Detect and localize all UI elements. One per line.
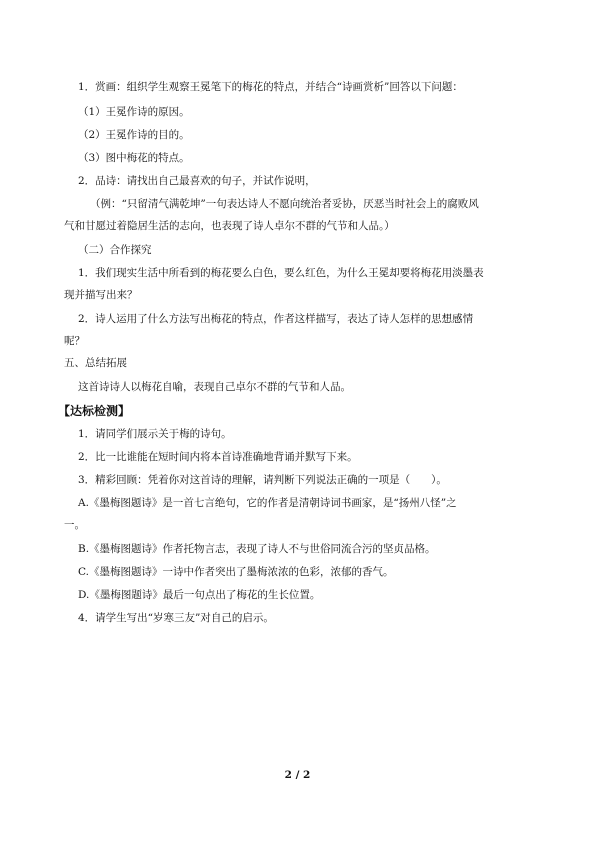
section-heading-test: 【达标检测】 — [58, 404, 131, 418]
summary-text: 这首诗诗人以梅花自喻，表现自己卓尔不群的气节和人品。 — [78, 381, 351, 393]
option-c: C.《墨梅图题诗》一诗中作者突出了墨梅浓浓的色彩，浓郁的香气。 — [78, 566, 394, 578]
page-number: 2 / 2 — [284, 769, 311, 781]
inquiry-question-2-line-1: 2．诗人运用了什么方法写出梅花的特点，作者这样描写，表达了诗人怎样的思想感情 — [78, 313, 474, 325]
section-summary-heading: 五、总结拓展 — [64, 357, 127, 369]
option-d: D.《墨梅图题诗》最后一句点出了梅花的生长位置。 — [78, 589, 321, 601]
option-b: B.《墨梅图题诗》作者托物言志，表现了诗人不与世俗同流合污的坚贞品格。 — [78, 543, 436, 555]
subsection-cooperative-inquiry: （二）合作探究 — [78, 244, 152, 256]
question-appreciate-painting: 1．赏画：组织学生观察王冕笔下的梅花的特点，并结合“诗画赏析”回答以下问题： — [78, 81, 463, 93]
option-a-line-1: A.《墨梅图题诗》是一首七言绝句，它的作者是清朝诗词书画家，是“扬州八怪”之 — [78, 497, 457, 509]
question-savor-poem: 2．品诗：请找出自己最喜欢的句子，并试作说明， — [78, 175, 316, 187]
sub-question-2: （2）王冕作诗的目的。 — [78, 129, 190, 141]
test-question-1: 1．请同学们展示关于梅的诗句。 — [78, 428, 232, 440]
inquiry-question-2-line-2: 呢？ — [64, 335, 85, 347]
example-text-line-1: （例：“只留清气满乾坤”一句表达诗人不愿向统治者妥协，厌恶当时社会上的腐败风 — [90, 198, 479, 210]
test-question-2: 2．比一比谁能在短时间内将本首诗准确地背诵并默写下来。 — [78, 451, 358, 463]
sub-question-3: （3）图中梅花的特点。 — [78, 152, 190, 164]
inquiry-question-1-line-2: 现并描写出来？ — [64, 289, 138, 301]
example-text-line-2: 气和甘愿过着隐居生活的志向，也表现了诗人卓尔不群的气节和人品。） — [64, 220, 395, 232]
inquiry-question-1-line-1: 1．我们现实生活中所看到的梅花要么白色，要么红色，为什么王冕却要将梅花用淡墨表 — [78, 267, 484, 279]
sub-question-1: （1）王冕作诗的原因。 — [78, 106, 190, 118]
test-question-3: 3．精彩回顾：凭着你对这首诗的理解，请判断下列说法正确的一项是（ ）。 — [78, 474, 447, 486]
test-question-4: 4．请学生写出“岁寒三友”对自己的启示。 — [78, 612, 274, 624]
option-a-line-2: 一。 — [64, 519, 85, 531]
